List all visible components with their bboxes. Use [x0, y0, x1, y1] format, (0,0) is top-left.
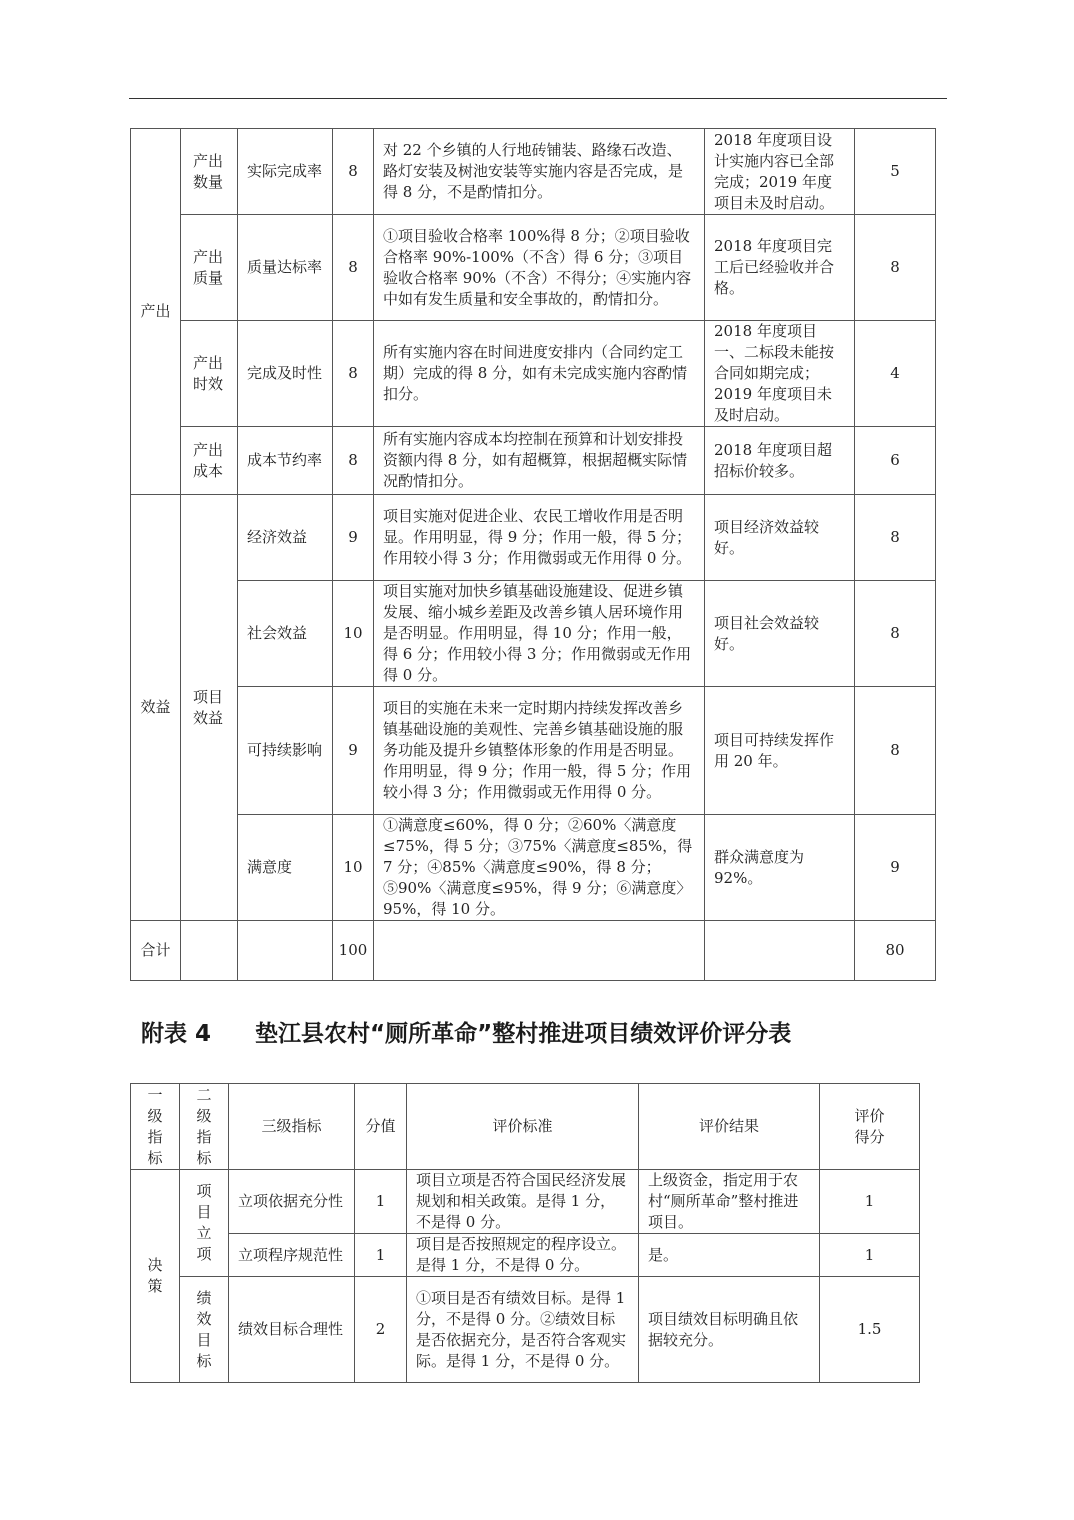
result-cell: 2018 年度项目超招标价较多。	[705, 427, 855, 495]
table-row	[131, 581, 936, 687]
criteria-cell: ①项目验收合格率 100%得 8 分；②项目验收合格率 90%-100%（不含）得 6 分；③项目验收合格率 90%（不含）不得分；④实施内容中如有发生质量和安全事故的，酌情扣分。	[374, 215, 705, 321]
level2-perf-target: 绩效目标	[180, 1277, 229, 1383]
level3-cell: 立项依据充分性	[229, 1170, 355, 1234]
score-cell: 8	[333, 129, 374, 215]
got-score-cell: 8	[855, 215, 936, 321]
evaluation-table-part	[130, 128, 936, 981]
level3-cell: 经济效益	[238, 495, 333, 581]
header-got-score: 评价得分	[820, 1084, 920, 1170]
result-cell: 2018 年度项目一、二标段未能按合同如期完成；2019 年度项目未及时启动。	[705, 321, 855, 427]
header-level1: 一级指标	[131, 1084, 180, 1170]
level1-output: 产出	[131, 129, 181, 495]
result-cell: 项目绩效目标明确且依据较充分。	[639, 1277, 820, 1383]
table-row	[131, 815, 936, 921]
table-row	[131, 1277, 920, 1383]
header-row	[131, 1084, 920, 1170]
level1-decision: 决策	[131, 1170, 180, 1383]
criteria-cell: 对 22 个乡镇的人行地砖铺装、路缘石改造、路灯安装及树池安装等实施内容是否完成，是得 8 分，不是酌情扣分。	[374, 129, 705, 215]
appendix-number: 附表 4	[141, 1021, 212, 1047]
appendix-4-table	[130, 1083, 920, 1383]
level3-cell: 社会效益	[238, 581, 333, 687]
level3-cell: 质量达标率	[238, 215, 333, 321]
header-result: 评价结果	[639, 1084, 820, 1170]
level2-cell: 产出数量	[181, 129, 238, 215]
result-cell: 项目经济效益较好。	[705, 495, 855, 581]
criteria-cell: 项目是否按照规定的程序设立。是得 1 分，不是得 0 分。	[407, 1234, 639, 1277]
got-score-cell: 1.5	[820, 1277, 920, 1383]
table-row	[131, 687, 936, 815]
score-cell: 10	[333, 581, 374, 687]
score-cell: 1	[355, 1234, 407, 1277]
total-label: 合计	[131, 921, 181, 981]
total-got-score: 80	[855, 921, 936, 981]
header-level2: 二级指标	[180, 1084, 229, 1170]
got-score-cell: 5	[855, 129, 936, 215]
level3-cell: 实际完成率	[238, 129, 333, 215]
criteria-cell: 所有实施内容在时间进度安排内（合同约定工期）完成的得 8 分，如有未完成实施内容酌情扣分。	[374, 321, 705, 427]
level3-cell: 绩效目标合理性	[229, 1277, 355, 1383]
level3-cell: 满意度	[238, 815, 333, 921]
level2-project-benefit: 项目效益	[181, 495, 238, 921]
score-cell: 2	[355, 1277, 407, 1383]
empty-cell	[705, 921, 855, 981]
criteria-cell: 项目立项是否符合国民经济发展规划和相关政策。是得 1 分，不是得 0 分。	[407, 1170, 639, 1234]
header-criteria: 评价标准	[407, 1084, 639, 1170]
level2-cell: 产出时效	[181, 321, 238, 427]
table-row	[131, 215, 936, 321]
score-cell: 9	[333, 687, 374, 815]
table-row	[131, 321, 936, 427]
result-cell: 2018 年度项目完工后已经验收并合格。	[705, 215, 855, 321]
result-cell: 项目可持续发挥作用 20 年。	[705, 687, 855, 815]
empty-cell	[181, 921, 238, 981]
criteria-cell: ①项目是否有绩效目标。是得 1 分，不是得 0 分。②绩效目标是否依据充分，是否符合客观实际。是得 1 分，不是得 0 分。	[407, 1277, 639, 1383]
got-score-cell: 6	[855, 427, 936, 495]
score-cell: 8	[333, 321, 374, 427]
header-rule	[129, 98, 947, 99]
got-score-cell: 1	[820, 1234, 920, 1277]
level3-cell: 可持续影响	[238, 687, 333, 815]
table-row	[131, 1170, 920, 1234]
table-row	[131, 129, 936, 215]
criteria-cell: 项目实施对加快乡镇基础设施建设、促进乡镇发展、缩小城乡差距及改善乡镇人居环境作用是否明显。作用明显，得 10 分；作用一般，得 6 分；作用较小得 3 分；作用微弱或无作用得 0 分。	[374, 581, 705, 687]
level2-cell: 产出质量	[181, 215, 238, 321]
empty-cell	[374, 921, 705, 981]
level2-cell: 产出成本	[181, 427, 238, 495]
level3-cell: 立项程序规范性	[229, 1234, 355, 1277]
level2-project-setup: 项目立项	[180, 1170, 229, 1277]
criteria-cell: 所有实施内容成本均控制在预算和计划安排投资额内得 8 分，如有超概算，根据超概实际情况酌情扣分。	[374, 427, 705, 495]
score-cell: 8	[333, 427, 374, 495]
total-row	[131, 921, 936, 981]
table-row	[131, 1234, 920, 1277]
result-cell: 项目社会效益较好。	[705, 581, 855, 687]
table-row	[131, 495, 936, 581]
result-cell: 2018 年度项目设计实施内容已全部完成；2019 年度项目未及时启动。	[705, 129, 855, 215]
level3-cell: 成本节约率	[238, 427, 333, 495]
score-cell: 1	[355, 1170, 407, 1234]
level3-cell: 完成及时性	[238, 321, 333, 427]
got-score-cell: 9	[855, 815, 936, 921]
empty-cell	[238, 921, 333, 981]
criteria-cell: ①满意度≤60%，得 0 分；②60%〈满意度≤75%，得 5 分；③75%〈满意度≤85%，得 7 分；④85%〈满意度≤90%，得 8 分；⑤90%〈满意度≤95%，得 9 分；⑥满意度〉95%，得 10 分。	[374, 815, 705, 921]
result-cell: 群众满意度为 92%。	[705, 815, 855, 921]
table-row	[131, 427, 936, 495]
level1-benefit: 效益	[131, 495, 181, 921]
score-cell: 9	[333, 495, 374, 581]
criteria-cell: 项目实施对促进企业、农民工增收作用是否明显。作用明显，得 9 分；作用一般，得 5 分；作用较小得 3 分；作用微弱或无作用得 0 分。	[374, 495, 705, 581]
appendix-title-text: 垫江县农村“厕所革命”整村推进项目绩效评价评分表	[255, 1021, 792, 1047]
result-cell: 是。	[639, 1234, 820, 1277]
got-score-cell: 8	[855, 495, 936, 581]
header-level3: 三级指标	[229, 1084, 355, 1170]
criteria-cell: 项目的实施在未来一定时期内持续发挥改善乡镇基础设施的美观性、完善乡镇基础设施的服务功能及提升乡镇整体形象的作用是否明显。作用明显，得 9 分；作用一般，得 5 分；作用较小得 3 分；作用微弱或无作用得 0 分。	[374, 687, 705, 815]
appendix-title	[141, 1015, 941, 1048]
got-score-cell: 8	[855, 581, 936, 687]
score-cell: 8	[333, 215, 374, 321]
total-score: 100	[333, 921, 374, 981]
header-score: 分值	[355, 1084, 407, 1170]
score-cell: 10	[333, 815, 374, 921]
got-score-cell: 4	[855, 321, 936, 427]
result-cell: 上级资金，指定用于农村“厕所革命”整村推进项目。	[639, 1170, 820, 1234]
got-score-cell: 1	[820, 1170, 920, 1234]
got-score-cell: 8	[855, 687, 936, 815]
